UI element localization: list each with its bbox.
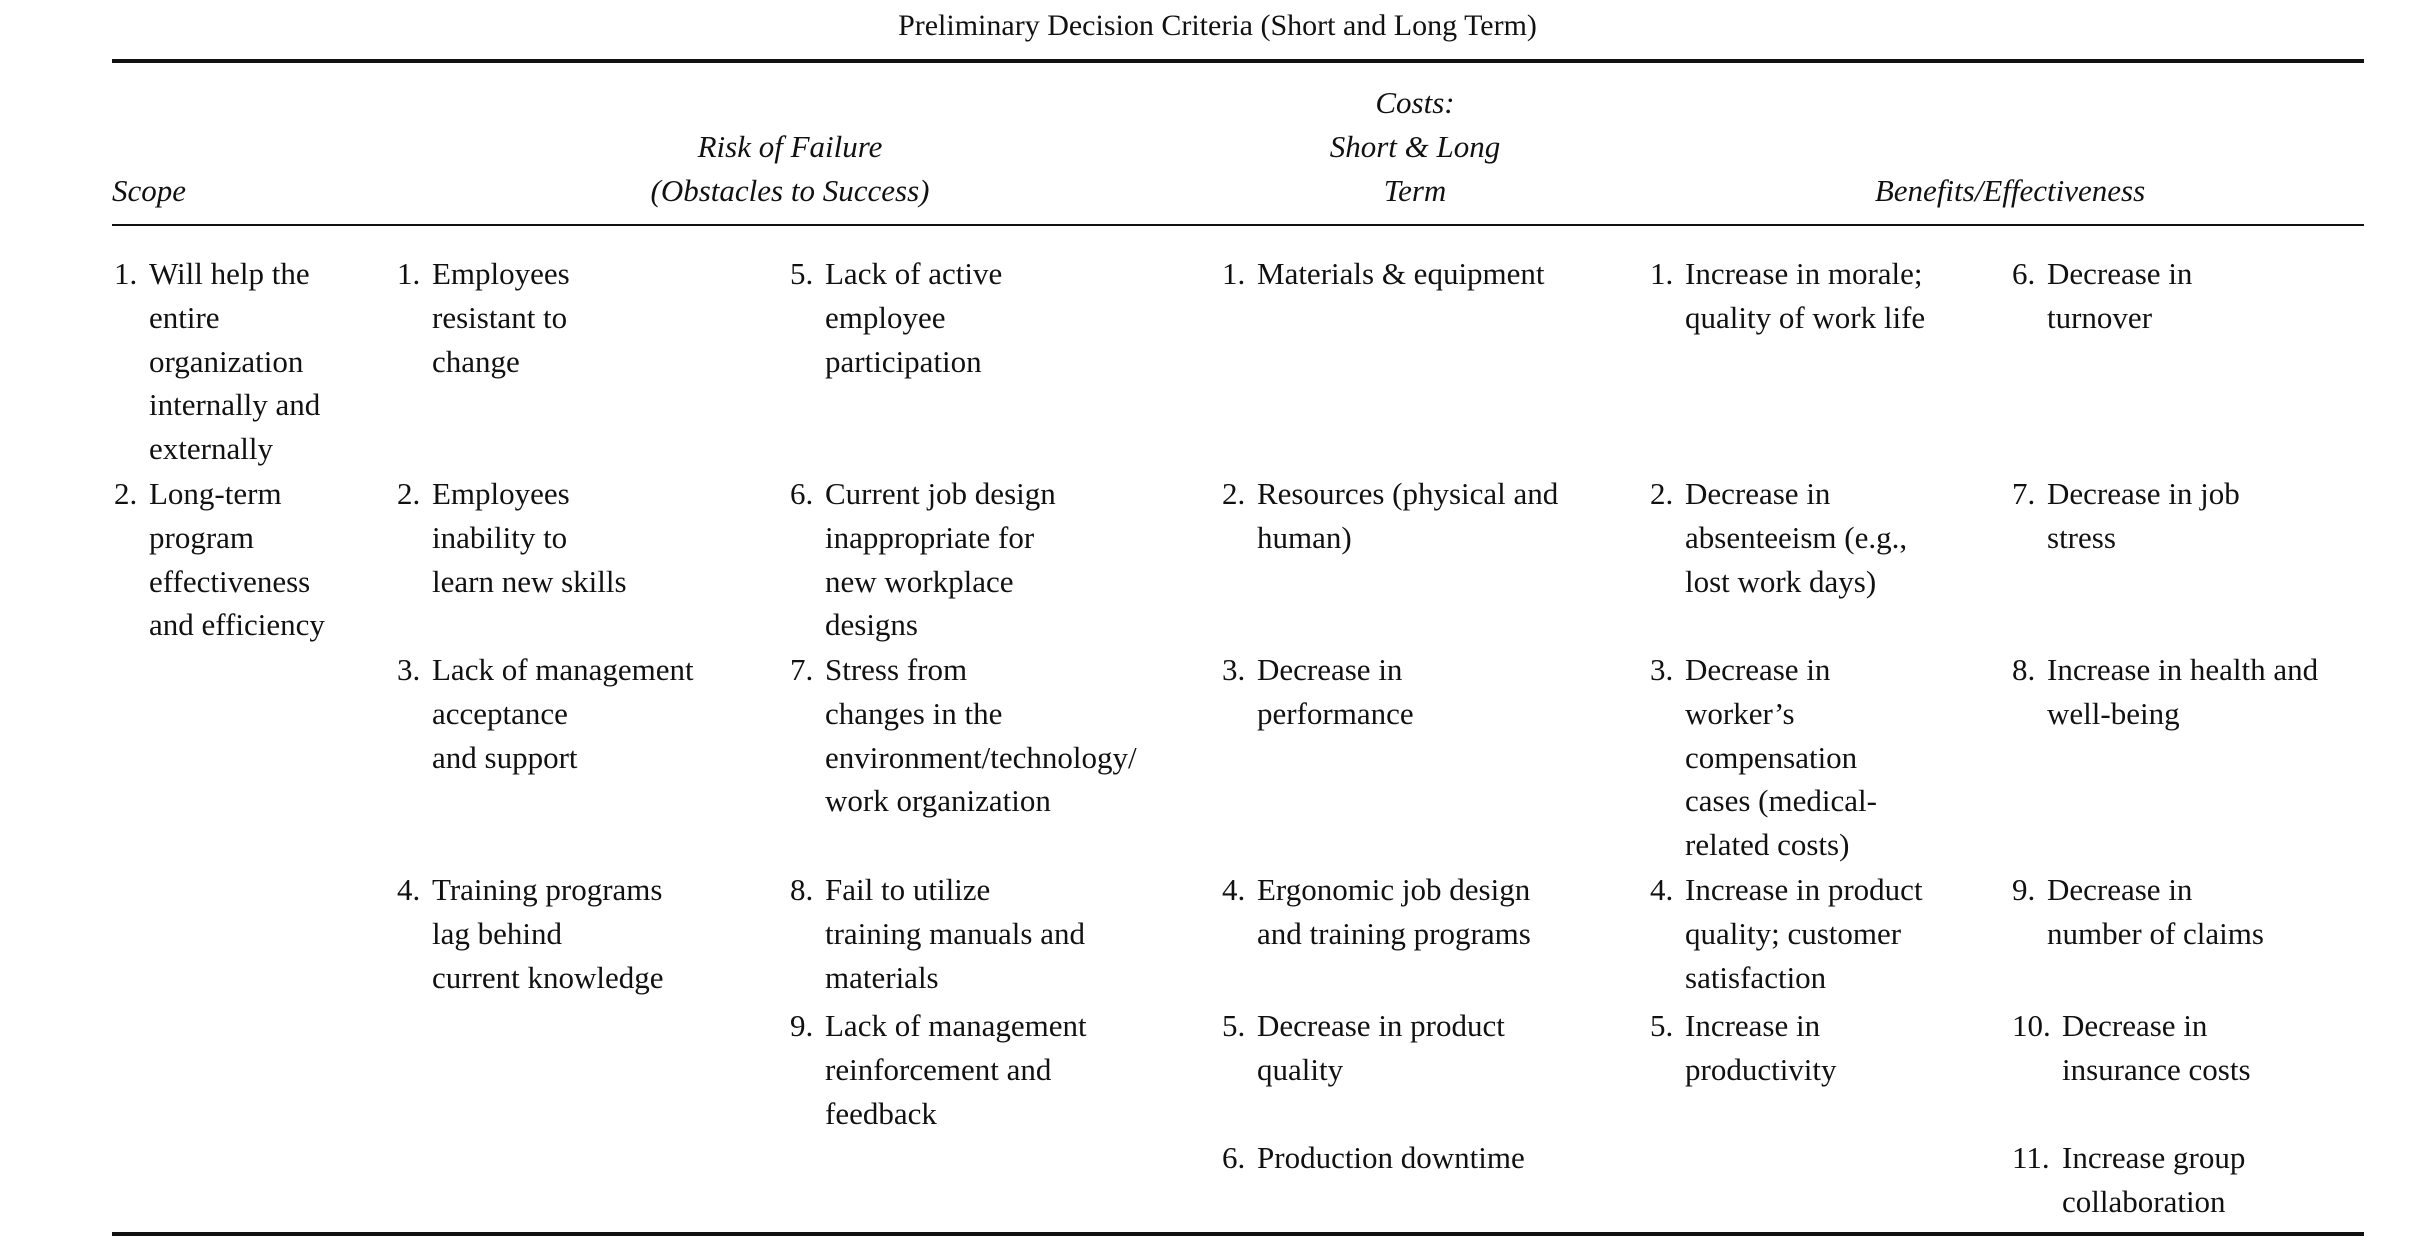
item-text (1257, 1004, 1505, 1092)
item-number: 1. (397, 256, 421, 291)
item-text-line: feedback (825, 1095, 937, 1131)
item-number: 4. (397, 872, 421, 907)
item-number: 9. (790, 1008, 814, 1043)
item-text-line: reinforcement and (825, 1051, 1052, 1087)
item-number: 5. (790, 256, 814, 291)
header-rule (112, 224, 2364, 226)
item-text-line: organization (149, 343, 304, 379)
top-rule (112, 59, 2364, 63)
item-number: 7. (790, 652, 814, 687)
item-text-line: and efficiency (149, 607, 325, 643)
header-risk-of-failure (540, 125, 1040, 213)
item-number: 6. (1222, 1140, 1246, 1175)
item-number: 1. (1650, 256, 1674, 291)
item-text-line: Production downtime (1257, 1140, 1525, 1175)
item-text-line: participation (825, 343, 982, 379)
item-text-line: acceptance (432, 695, 568, 731)
item-text (1685, 472, 1907, 603)
item-text-line: productivity (1685, 1051, 1837, 1087)
item-number: 8. (790, 872, 814, 907)
item-text-line: collaboration (2062, 1183, 2226, 1219)
table-title: Preliminary Decision Criteria (Short and Long Term) (898, 9, 1537, 42)
header-costs-line: Term (1383, 173, 1447, 208)
item-text (1257, 472, 1558, 560)
item-number: 6. (790, 476, 814, 511)
item-text-line: absenteeism (e.g., (1685, 519, 1908, 555)
item-text-line: changes in the (825, 695, 1003, 731)
item-number: 4. (1650, 872, 1674, 907)
item-text-line: human) (1257, 519, 1352, 555)
item-text (149, 252, 320, 471)
item-text-line: Increase in product (1685, 872, 1923, 907)
item-text-line: inappropriate for (825, 519, 1035, 555)
item-text-line: lag behind (432, 915, 562, 951)
item-text-line: and support (432, 739, 578, 775)
item-number: 3. (1222, 652, 1246, 687)
item-text (825, 1004, 1087, 1135)
item-text-line: Decrease in (2062, 1008, 2208, 1043)
item-text-line: Employees (432, 476, 570, 511)
item-text-line: inability to (432, 519, 568, 555)
item-text-line: work organization (825, 783, 1051, 819)
item-number: 3. (1650, 652, 1674, 687)
bottom-rule (112, 1232, 2364, 1236)
item-text-line: externally (149, 431, 273, 466)
item-text-line: materials (825, 959, 939, 995)
item-text (1685, 1004, 1837, 1092)
item-text-line: insurance costs (2062, 1051, 2251, 1087)
item-text-line: performance (1257, 695, 1414, 731)
item-text-line: worker’s (1685, 695, 1795, 731)
header-costs (1215, 81, 1615, 213)
item-number: 1. (114, 256, 138, 291)
item-number: 5. (1222, 1008, 1246, 1043)
item-text-line: Materials & equipment (1257, 256, 1545, 291)
item-text-line: quality (1257, 1051, 1344, 1087)
item-text-line: internally and (149, 387, 321, 423)
item-number: 11. (2012, 1140, 2050, 1175)
item-text-line: program (149, 519, 255, 555)
item-text-line: turnover (2047, 299, 2153, 335)
item-text-line: Decrease in (1257, 652, 1403, 687)
item-text (149, 472, 325, 647)
item-text (1685, 252, 1925, 340)
item-text-line: Fail to utilize (825, 872, 991, 907)
header-scope (112, 169, 186, 213)
header-benefits-line: Benefits/Effectiveness (1874, 173, 2146, 208)
item-text (2047, 252, 2192, 340)
header-costs-line: Short & Long (1329, 129, 1501, 164)
item-text-line: and training programs (1257, 915, 1531, 951)
header-risk-line: Risk of Failure (697, 129, 883, 164)
item-text-line: satisfaction (1685, 959, 1827, 995)
item-text-line: resistant to (432, 299, 568, 335)
header-scope-line: Scope (112, 173, 187, 208)
item-text (825, 868, 1085, 999)
item-text (2047, 472, 2240, 560)
item-text-line: entire (149, 299, 220, 335)
item-number: 5. (1650, 1008, 1674, 1043)
item-text-line: effectiveness (149, 563, 311, 599)
item-text-line: Training programs (432, 872, 663, 907)
item-text (1257, 648, 1414, 736)
item-text-line: Ergonomic job design (1257, 872, 1531, 907)
item-text-line: Decrease in job (2047, 476, 2240, 511)
item-text-line: designs (825, 607, 918, 643)
item-text (2047, 648, 2318, 736)
item-number: 2. (114, 476, 138, 511)
item-text-line: Lack of active (825, 256, 1003, 291)
item-text-line: Current job design (825, 476, 1056, 511)
item-number: 8. (2012, 652, 2036, 687)
header-benefits (1740, 169, 2280, 213)
item-text (432, 252, 570, 383)
item-text-line: Resources (physical and (1257, 476, 1559, 511)
item-text-line: new workplace (825, 563, 1014, 599)
item-text-line: number of claims (2047, 915, 2264, 951)
item-number: 9. (2012, 872, 2036, 907)
item-text-line: quality; customer (1685, 915, 1902, 951)
item-text-line: Lack of management (825, 1008, 1087, 1043)
item-text-line: Increase in health and (2047, 652, 2319, 687)
item-number: 1. (1222, 256, 1246, 291)
item-text-line: current knowledge (432, 959, 664, 995)
item-text-line: learn new skills (432, 563, 627, 599)
item-text (1685, 868, 1923, 999)
item-text-line: Long-term (149, 476, 282, 511)
item-text-line: related costs) (1685, 827, 1850, 862)
item-text-line: Stress from (825, 652, 968, 687)
item-text-line: Will help the (149, 256, 310, 291)
item-text-line: stress (2047, 519, 2116, 555)
item-text (2047, 868, 2264, 956)
item-number: 3. (397, 652, 421, 687)
item-text-line: Increase in morale; (1685, 256, 1923, 291)
item-text-line: employee (825, 299, 946, 335)
item-text (432, 472, 627, 603)
item-text-line: well-being (2047, 695, 2180, 731)
item-text (2062, 1004, 2251, 1092)
item-number: 4. (1222, 872, 1246, 907)
item-text-line: compensation (1685, 739, 1858, 775)
item-number: 2. (1650, 476, 1674, 511)
item-text-line: environment/technology/ (825, 739, 1137, 775)
item-text-line: Employees (432, 256, 570, 291)
item-text-line: training manuals and (825, 915, 1085, 951)
item-number: 6. (2012, 256, 2036, 291)
header-costs-line: Costs: (1375, 85, 1455, 120)
item-text (1257, 252, 1545, 296)
item-text (1685, 648, 1877, 867)
item-text (825, 252, 1002, 383)
item-text (825, 472, 1056, 647)
item-text (2062, 1136, 2245, 1224)
item-text-line: lost work days) (1685, 563, 1877, 599)
item-number: 2. (397, 476, 421, 511)
item-text-line: Decrease in product (1257, 1008, 1505, 1043)
item-text-line: Increase group (2062, 1140, 2246, 1175)
item-text (1257, 1136, 1525, 1180)
header-risk-line: (Obstacles to Success) (650, 173, 930, 208)
item-text-line: Increase in (1685, 1008, 1821, 1043)
item-text (1257, 868, 1531, 956)
item-text (825, 648, 1137, 823)
item-number: 7. (2012, 476, 2036, 511)
item-text-line: Decrease in (1685, 476, 1831, 511)
item-text-line: Decrease in (2047, 872, 2193, 907)
item-text (432, 648, 694, 779)
item-text (432, 868, 664, 999)
item-text-line: Lack of management (432, 652, 694, 687)
item-text-line: change (432, 343, 520, 379)
item-text-line: quality of work life (1685, 299, 1926, 335)
item-text-line: Decrease in (2047, 256, 2193, 291)
item-text-line: cases (medical- (1685, 783, 1877, 819)
item-number: 2. (1222, 476, 1246, 511)
item-number: 10. (2012, 1008, 2051, 1043)
item-text-line: Decrease in (1685, 652, 1831, 687)
